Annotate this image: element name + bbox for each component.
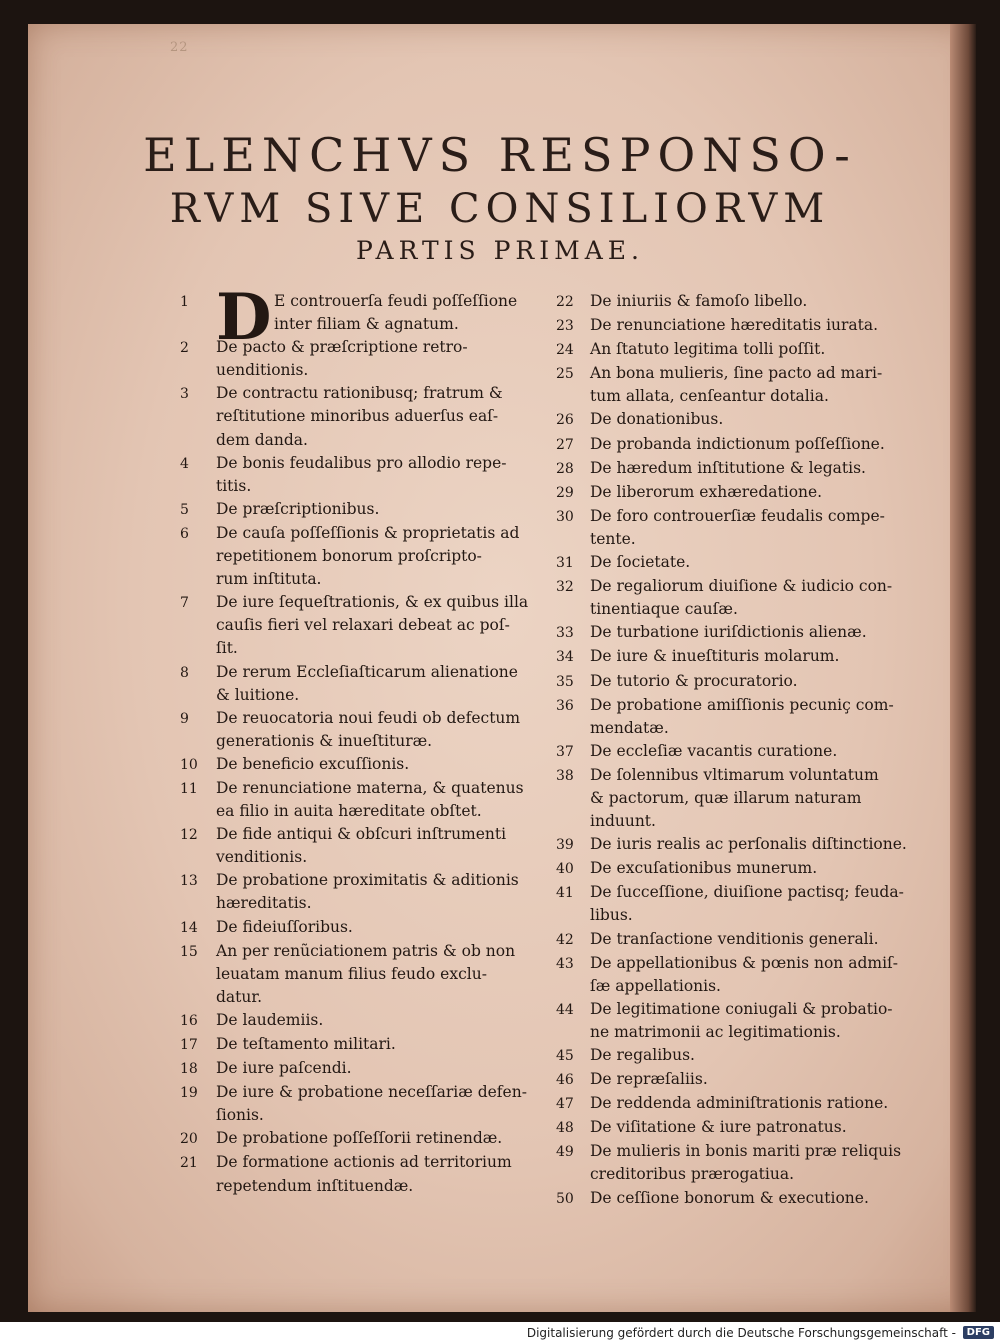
entry-title: De formatione actionis ad territorium repetendum inſtituendæ. <box>216 1153 512 1195</box>
entry-number: 18 <box>180 1061 198 1078</box>
toc-entry <box>556 338 920 362</box>
toc-entry <box>180 661 552 707</box>
entry-number: 35 <box>556 673 574 690</box>
entry-title: De beneficio excuſſionis. <box>216 754 410 773</box>
entry-title: An bona mulieris, ſine pacto ad mari- tum allata, cenſeantur dotalia. <box>590 364 883 406</box>
entry-title: De rerum Eccleſiaſticarum alienatione & luitione. <box>216 662 518 704</box>
entry-number: 44 <box>556 1001 574 1018</box>
entry-number: 14 <box>180 919 198 936</box>
entry-number: 11 <box>180 780 198 797</box>
entry-title: De excuſationibus munerum. <box>590 859 818 878</box>
drop-cap: D <box>216 280 272 355</box>
entry-title: De bonis feudalibus pro allodio repe- titis. <box>216 453 507 495</box>
entry-number: 42 <box>556 931 574 948</box>
entry-number: 13 <box>180 873 198 890</box>
entry-number: 5 <box>180 501 189 518</box>
entry-title: De probatione proximitatis & aditionis hæreditatis. <box>216 871 519 913</box>
entry-number: 46 <box>556 1072 574 1089</box>
toc-entry <box>180 1081 552 1127</box>
entry-title: De laudemiis. <box>216 1010 324 1029</box>
toc-entry <box>556 1044 920 1068</box>
toc-entry <box>180 1057 552 1081</box>
entry-title: An ſtatuto legitima tolli poſſit. <box>590 340 826 359</box>
entry-title: De fideiuſſoribus. <box>216 917 353 936</box>
entry-number: 15 <box>180 943 198 960</box>
title-line-1: ELENCHVS RESPONSO- <box>143 128 857 182</box>
toc-entry <box>556 457 920 481</box>
toc-entry <box>556 575 920 621</box>
toc-entry <box>180 498 552 522</box>
dfg-logo: DFG <box>963 1326 994 1339</box>
left-column <box>180 290 552 1198</box>
entry-number: 26 <box>556 412 574 429</box>
entry-title: De turbatione iuriſdictionis alienæ. <box>590 623 867 642</box>
entry-title: An per renũciationem patris & ob non leuatam manum filius feudo exclu- datur. <box>216 941 516 1006</box>
toc-entry <box>556 645 920 669</box>
toc-entry <box>180 522 552 591</box>
entry-title: De iuris realis ac perſonalis diſtinctione. <box>590 835 907 854</box>
toc-entry <box>180 1151 552 1197</box>
entry-title: De ceſſione bonorum & executione. <box>590 1188 869 1207</box>
toc-entry <box>556 551 920 575</box>
entry-title: De reuocatoria noui feudi ob defectum generationis & inueſtituræ. <box>216 708 521 750</box>
toc-entry <box>180 940 552 1009</box>
entry-title: De regaliorum diuiſione & iudicio con- tinentiaque cauſæ. <box>590 577 893 619</box>
entry-title: De contractu rationibusq; fratrum & reſtitutione minoribus aduerſus eaſ- dem danda. <box>216 384 503 449</box>
entry-title: De liberorum exhæredatione. <box>590 482 823 501</box>
toc-entry <box>180 336 552 382</box>
entry-number: 23 <box>556 318 574 335</box>
entry-number: 21 <box>180 1155 198 1172</box>
toc-entry <box>180 1033 552 1057</box>
toc-entry <box>556 314 920 338</box>
entry-title: E controuerſa feudi poſſeſſione inter filiam & agnatum. <box>274 292 518 334</box>
toc-entry <box>556 505 920 551</box>
entry-title: De eccleſiæ vacantis curatione. <box>590 741 838 760</box>
entry-title: De mulieris in bonis mariti præ reliquis creditoribus prærogatiua. <box>590 1142 902 1184</box>
entry-number: 8 <box>180 664 189 681</box>
entry-title: De reddenda adminiſtrationis ratione. <box>590 1094 889 1113</box>
entry-number: 10 <box>180 756 198 773</box>
entry-number: 24 <box>556 342 574 359</box>
toc-entry <box>556 1068 920 1092</box>
entry-title: De regalibus. <box>590 1046 695 1064</box>
page-reference-number: 22 <box>170 40 189 55</box>
toc-entry <box>556 290 920 314</box>
toc-entry <box>556 694 920 740</box>
toc-entry <box>556 764 920 833</box>
entry-title: De renunciatione hæreditatis iurata. <box>590 316 879 335</box>
toc-entry <box>556 1140 920 1186</box>
toc-entry <box>180 290 552 336</box>
entry-number: 45 <box>556 1048 574 1064</box>
entry-title: De appellationibus & pœnis non admiſ- ſæ appellationis. <box>590 953 898 995</box>
entry-title: De viſitatione & iure patronatus. <box>590 1118 847 1137</box>
entry-title: De ſocietate. <box>590 553 691 572</box>
entry-number: 47 <box>556 1096 574 1113</box>
entry-title: De fide antiqui & obſcuri inſtrumenti venditionis. <box>216 825 507 867</box>
toc-entry <box>556 881 920 927</box>
entry-title: De tutorio & procuratorio. <box>590 671 798 690</box>
toc-entry <box>180 382 552 451</box>
entry-title: De probatione amiſſionis pecuniç com- mendatæ. <box>590 695 894 737</box>
entry-title: De iure & probatione neceſſariæ defen- ſionis. <box>216 1083 527 1125</box>
toc-entry <box>180 777 552 823</box>
entry-title: De iniuriis & famoſo libello. <box>590 292 808 310</box>
entry-number: 20 <box>180 1131 198 1148</box>
entry-number: 49 <box>556 1144 574 1161</box>
entry-number: 16 <box>180 1012 198 1029</box>
toc-entry <box>180 707 552 753</box>
entry-number: 41 <box>556 885 574 902</box>
toc-entry <box>180 1009 552 1033</box>
entry-title: De probatione poſſeſſorii retinendæ. <box>216 1129 503 1148</box>
entry-number: 36 <box>556 697 574 714</box>
entry-number: 50 <box>556 1190 574 1207</box>
entry-number: 28 <box>556 460 574 477</box>
toc-entry <box>556 952 920 998</box>
toc-entry <box>180 1127 552 1151</box>
entry-number: 39 <box>556 837 574 854</box>
entry-number: 40 <box>556 861 574 878</box>
toc-entry <box>556 928 920 952</box>
toc-entry <box>556 1116 920 1140</box>
entry-number: 1 <box>180 294 189 310</box>
entry-number: 43 <box>556 955 574 972</box>
toc-entry <box>180 452 552 498</box>
toc-entry <box>556 670 920 694</box>
entry-title: De repræſaliis. <box>590 1070 708 1089</box>
entry-number: 48 <box>556 1120 574 1137</box>
entry-title: De iure ſequeſtrationis, & ex quibus illa cauſis fieri vel relaxari debeat ac poſ- ſit. <box>216 593 529 658</box>
entry-title: De donationibus. <box>590 410 724 429</box>
entry-number: 9 <box>180 710 189 727</box>
entry-number: 2 <box>180 340 189 357</box>
entry-title: De tranſactione venditionis generali. <box>590 929 879 948</box>
entry-number: 12 <box>180 827 198 844</box>
entry-number: 6 <box>180 525 189 542</box>
toc-entry <box>180 916 552 940</box>
title-line-2: RVM SIVE CONSILIORVM <box>169 186 831 232</box>
entry-number: 31 <box>556 555 574 572</box>
entry-title: De cauſa poſſeſſionis & proprietatis ad repetitionem bonorum proſcripto- rum inſtituta. <box>216 523 520 589</box>
entry-title: De renunciatione materna, & quatenus ea filio in auita hæreditate obſtet. <box>216 778 524 821</box>
toc-entry <box>556 408 920 432</box>
toc-entry <box>556 433 920 457</box>
entry-number: 17 <box>180 1037 198 1053</box>
entry-title: De ſucceſſione, diuiſione pactisq; feuda- libus. <box>590 883 904 925</box>
toc-entry <box>556 833 920 857</box>
entry-number: 37 <box>556 743 574 760</box>
entry-title: De iure paſcendi. <box>216 1059 352 1078</box>
entry-title: De iure & inueſtituris molarum. <box>590 647 840 666</box>
toc-entry <box>556 621 920 645</box>
entry-title: De probanda indictionum poſſeſſione. <box>590 434 885 453</box>
toc-entry <box>556 1187 920 1211</box>
entry-number: 33 <box>556 625 574 642</box>
entry-number: 38 <box>556 767 574 784</box>
entry-title: De ſolennibus vltimarum voluntatum & pactorum, quæ illarum naturam induunt. <box>590 765 879 831</box>
entry-title: De præſcriptionibus. <box>216 499 380 518</box>
toc-entry <box>180 823 552 869</box>
entry-number: 34 <box>556 649 574 666</box>
toc-entry <box>556 481 920 505</box>
entry-number: 7 <box>180 595 189 612</box>
toc-entry <box>556 998 920 1044</box>
entry-title: De legitimatione coniugali & probatio- ne matrimonii ac legitimationis. <box>590 999 893 1041</box>
toc-entry <box>556 740 920 764</box>
entry-title: De teſtamento militari. <box>216 1035 396 1053</box>
entry-title: De hæredum inſtitutione & legatis. <box>590 458 866 477</box>
entry-number: 29 <box>556 484 574 501</box>
entry-title: De foro controuerſiæ feudalis compe- tente. <box>590 506 885 548</box>
footer-credit: Digitalisierung gefördert durch die Deutsche Forschungsgemeinschaft - <box>526 1326 956 1340</box>
right-column <box>556 290 920 1211</box>
entry-number: 32 <box>556 579 574 596</box>
toc-entry <box>180 591 552 660</box>
entry-number: 25 <box>556 366 574 383</box>
toc-entry <box>556 857 920 881</box>
toc-entry <box>556 1092 920 1116</box>
toc-entry <box>180 753 552 777</box>
entry-number: 22 <box>556 294 574 310</box>
toc-entry <box>180 869 552 915</box>
entry-number: 27 <box>556 436 574 453</box>
entry-number: 19 <box>180 1085 198 1102</box>
entry-number: 3 <box>180 386 189 403</box>
entry-title: De pacto & præſcriptione retro- uenditionis. <box>216 338 468 380</box>
title-line-3: PARTIS PRIMAE. <box>356 236 644 265</box>
toc-entry <box>556 362 920 408</box>
entry-number: 4 <box>180 455 189 472</box>
entry-number: 30 <box>556 508 574 525</box>
